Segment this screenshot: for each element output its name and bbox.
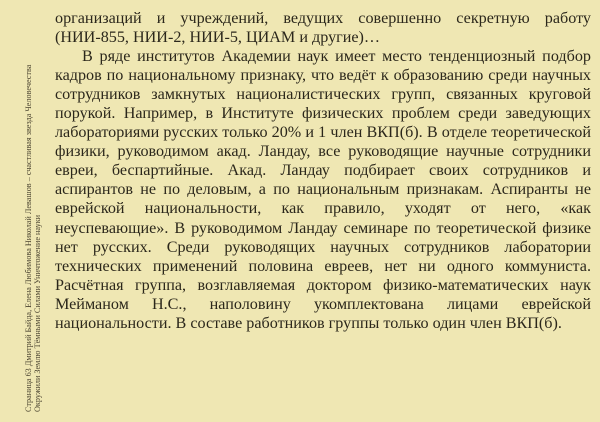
- side-caption: [24, 18, 42, 412]
- side-caption-line-2: Окружили Землю Тёмными Силами Уничтожение науки: [33, 214, 42, 412]
- side-caption-line-1: Страница 63 Дмитрий Байда, Елена Любимова Николай Левашов – счастливая звезда Человечества: [24, 64, 33, 412]
- document-text: [55, 9, 591, 409]
- paragraph-2: В ряде институтов Академии наук имеет место тенденциозный подбор кадров по национальному признаку, что ведёт к образованию среди научных сотрудников замкнутых националистических групп, связанных круговой порукой. Например, в Институте физических проблем среди заведующих лабораториями русских только 20% и 1 член ВКП(б). В отделе теоретической физики, руководимом акад. Ландау, все руководящие научные сотрудники евреи, беспартийные. Акад. Ландау подбирает своих сотрудников и аспирантов не по деловым, а по национальным признакам. Аспиранты не еврейской национальности, как правило, уходят от него, «как неуспевающие». В руководимом Ландау семинаре по теоретической физике нет русских. Среди руководящих научных сотрудников лаборатории технических применений половина евреев, нет ни одного коммуниста. Расчётная группа, возглавляемая доктором физико-математических наук Мейманом Н.С., наполовину укомплектована лицами еврейской национальности. В составе работников группы только один член ВКП(б).: [55, 48, 591, 332]
- side-caption-text: [24, 18, 42, 412]
- paragraph-1: организаций и учреждений, ведущих совершенно секретную работу (НИИ-855, НИИ-2, НИИ-5, ЦИАМ и другие)…: [55, 10, 591, 47]
